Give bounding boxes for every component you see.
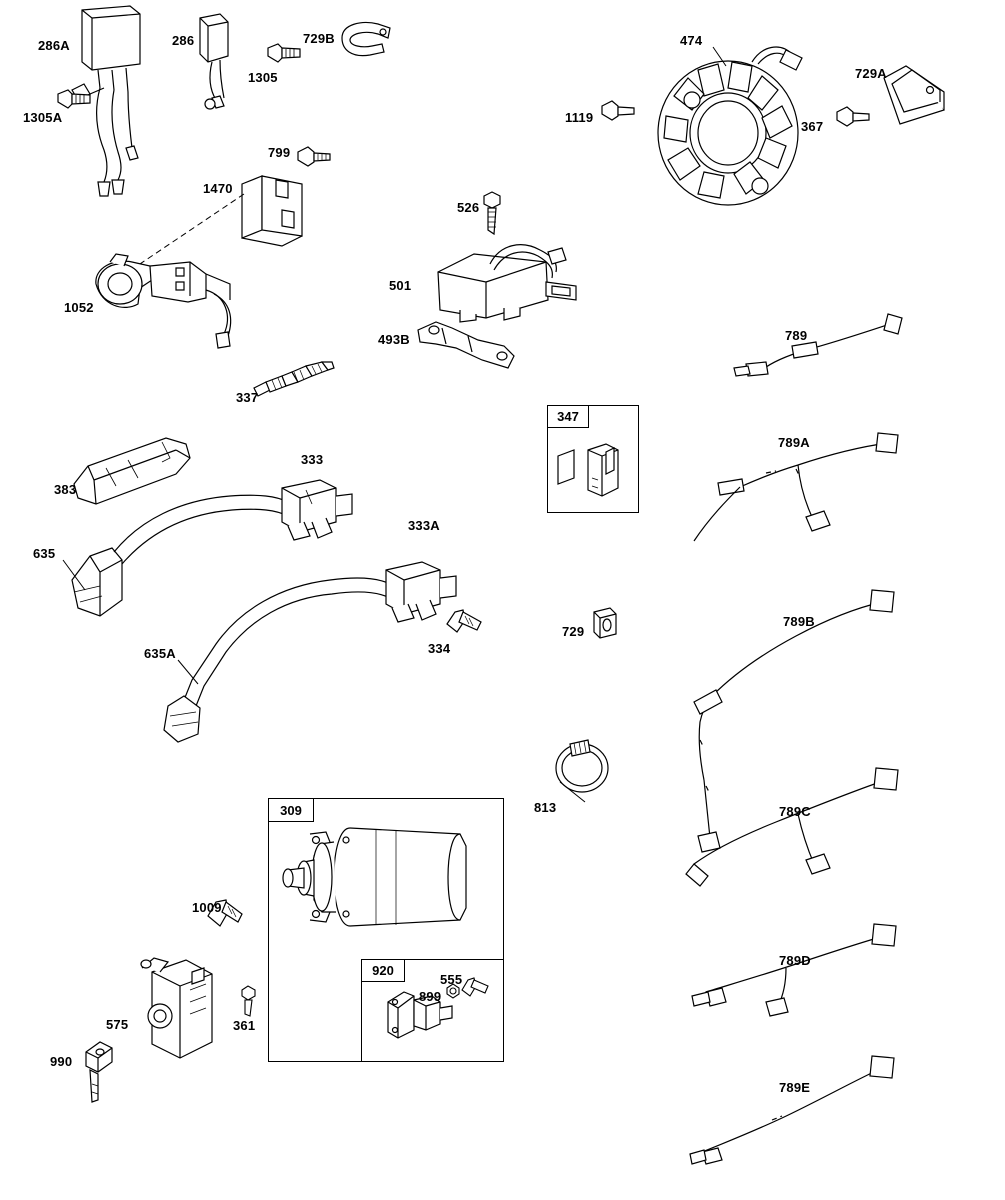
callout-337: 337: [236, 390, 259, 405]
callout-1470: 1470: [203, 181, 233, 196]
frame-347-tab: 347: [547, 405, 589, 428]
callout-1305: 1305: [248, 70, 278, 85]
callout-286: 286: [172, 33, 195, 48]
callout-789C: 789C: [779, 804, 811, 819]
callout-789: 789: [785, 328, 808, 343]
callout-813: 813: [534, 800, 557, 815]
callout-575: 575: [106, 1017, 129, 1032]
callout-789A: 789A: [778, 435, 810, 450]
frame-920-tab: 920: [361, 959, 405, 982]
callout-899: 899: [419, 989, 442, 1004]
callout-635A: 635A: [144, 646, 176, 661]
callout-383: 383: [54, 482, 77, 497]
callout-474: 474: [680, 33, 703, 48]
callout-526: 526: [457, 200, 480, 215]
callout-729B: 729B: [303, 31, 335, 46]
callout-501: 501: [389, 278, 412, 293]
callout-1119: 1119: [565, 110, 594, 125]
callout-990: 990: [50, 1054, 73, 1069]
callout-334: 334: [428, 641, 451, 656]
callout-493B: 493B: [378, 332, 410, 347]
callout-367: 367: [801, 119, 824, 134]
callout-555: 555: [440, 972, 463, 987]
callout-1052: 1052: [64, 300, 94, 315]
callout-361: 361: [233, 1018, 256, 1033]
callout-789E: 789E: [779, 1080, 811, 1095]
callout-333A: 333A: [408, 518, 440, 533]
callout-333: 333: [301, 452, 324, 467]
callout-286A: 286A: [38, 38, 70, 53]
callout-799: 799: [268, 145, 291, 160]
callout-789B: 789B: [783, 614, 815, 629]
callout-1305A: 1305A: [23, 110, 63, 125]
callout-635: 635: [33, 546, 56, 561]
callout-789D: 789D: [779, 953, 811, 968]
callout-729: 729: [562, 624, 585, 639]
frame-309-tab: 309: [268, 798, 314, 822]
callout-729A: 729A: [855, 66, 887, 81]
callout-1009: 1009: [192, 900, 222, 915]
